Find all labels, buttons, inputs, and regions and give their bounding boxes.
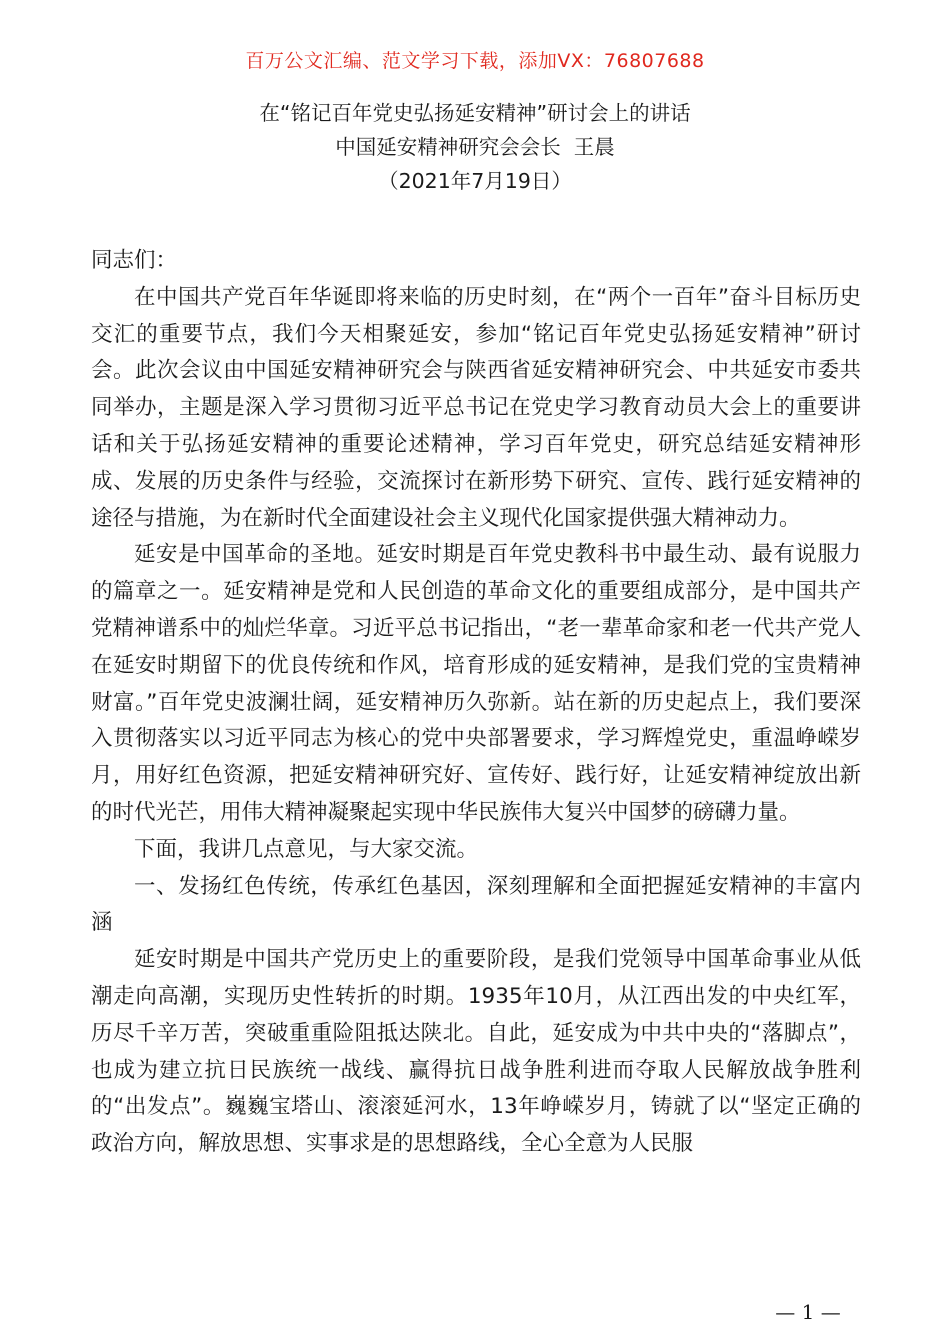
title-block [0, 96, 950, 198]
section-heading: 一、发扬红色传统，传承红色基因，深刻理解和全面把握延安精神的丰富内涵 [91, 873, 861, 936]
paragraph: 在中国共产党百年华诞即将来临的历史时刻，在“两个一百年”奋斗目标历史交汇的重要节点，我们今天相聚延安，参加“铭记百年党史弘扬延安精神”研讨会。此次会议由中国延安精神研究会与陕西省延安精神研究会、中共延安市委共同举办，主题是深入学习贯彻习近平总书记在党史学习教育动员大会上的重要讲话和关于弘扬延安精神的重要论述精神，学习百年党史，研究总结延安精神形成、发展的历史条件与经验，交流探讨在新形势下研究、宣传、践行延安精神的途径与措施，为在新时代全面建设社会主义现代化国家提供强大精神动力。 [91, 284, 861, 531]
speaker-line: 中国延安精神研究会会长 王晨 [335, 135, 615, 159]
salutation: 同志们： [91, 248, 178, 273]
document-title: 在“铭记百年党史弘扬延安精神”研讨会上的讲话 [259, 101, 691, 125]
date-line: （2021年7月19日） [378, 169, 572, 193]
paragraph: 延安是中国革命的圣地。延安时期是百年党史教科书中最生动、最有说服力的篇章之一。延安精神是党和人民创造的革命文化的重要组成部分，是中国共产党精神谱系中的灿烂华章。习近平总书记指出，“老一辈革命家和老一代共产党人在延安时期留下的优良传统和作风，培育形成的延安精神，是我们党的宝贵精神财富。”百年党史波澜壮阔，延安精神历久弥新。站在新的历史起点上，我们要深入贯彻落实以习近平同志为核心的党中央部署要求，学习辉煌党史，重温峥嵘岁月，用好红色资源，把延安精神研究好、宣传好、践行好，让延安精神绽放出新的时代光芒，用伟大精神凝聚起实现中华民族伟大复兴中国梦的磅礴力量。 [91, 542, 861, 825]
paragraph: 下面，我讲几点意见，与大家交流。 [134, 836, 479, 862]
header-banner: 百万公文汇编、范文学习下载，添加VX：76807688 [245, 50, 705, 72]
paragraph: 延安时期是中国共产党历史上的重要阶段，是我们党领导中国革命事业从低潮走向高潮，实现历史性转折的时期。1935年10月，从江西出发的中央红军，历尽千辛万苦，突破重重险阻抵达陕北。自此，延安成为中共中央的“落脚点”，也成为建立抗日民族统一战线、赢得抗日战争胜利进而夺取人民解放战争胜利的“出发点”。巍巍宝塔山、滚滚延河水，13年峥嵘岁月，铸就了以“坚定正确的政治方向，解放思想、实事求是的思想路线，全心全意为人民服 [91, 947, 861, 1157]
body-text [91, 243, 861, 1163]
page-number: — 1 — [775, 1300, 841, 1324]
